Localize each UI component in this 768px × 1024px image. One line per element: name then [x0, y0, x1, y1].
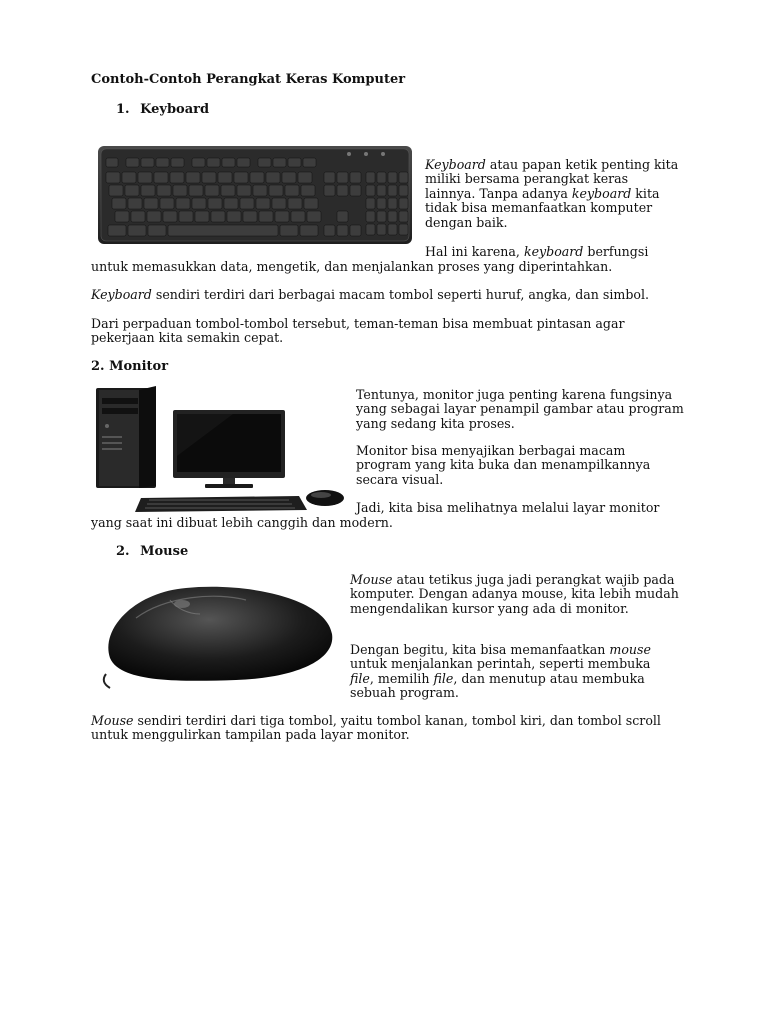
mouse-p2-file-2: file — [433, 670, 454, 686]
mouse-p3-text: sendiri terdiri dari tiga tombol, yaitu tombol kanan, tombol kiri, dan tombol scroll untuk menggulirkan tampilan pada layar monitor. — [91, 713, 661, 743]
mouse-p2-text-e: , memilih — [369, 670, 434, 686]
keyboard-paragraph-1 — [425, 158, 680, 230]
keyboard-key — [304, 198, 318, 209]
keyboard-key — [280, 225, 298, 236]
keyboard-key — [195, 211, 209, 222]
keyboard-key — [115, 211, 129, 222]
mouse-p3-term: Mouse — [91, 713, 134, 728]
keyboard-key — [399, 211, 408, 222]
monitor-paragraph-3-line-2: yang saat ini dibuat lebih canggih dan modern. — [91, 515, 393, 530]
keyboard-key — [399, 185, 408, 196]
mouse-p1-text: atau tetikus juga jadi perangkat wajib pada komputer. Dengan adanya mouse, kita lebih mudah mengendalikan kursor yang ada di monitor. — [350, 572, 679, 616]
keyboard-key — [128, 198, 142, 209]
keyboard-key — [377, 198, 386, 209]
keyboard-key — [170, 172, 184, 183]
keyboard-key — [205, 185, 219, 196]
keyboard-key — [388, 172, 397, 183]
keyboard-key — [106, 172, 120, 183]
keyboard-key — [154, 172, 168, 183]
keyboard-key — [282, 172, 296, 183]
keyboard-key — [128, 225, 146, 236]
keyboard-p2-text: Hal ini karena, — [425, 244, 524, 259]
keyboard-key — [148, 225, 166, 236]
keyboard-key — [324, 185, 335, 196]
keyboard-paragraph-2-line-2: untuk memasukkan data, mengetik, dan menjalankan proses yang diperintahkan. — [91, 259, 613, 274]
monitor-paragraph-1: Tentunya, monitor juga penting karena fungsinya yang sebagai layar penampil gambar atau program yang sedang kita proses. — [356, 387, 684, 431]
doc-title: Contoh-Contoh Perangkat Keras Komputer — [91, 72, 406, 87]
mouse-title: Mouse — [140, 544, 189, 559]
keyboard-key — [366, 211, 375, 222]
monitor-heading: 2. Monitor — [91, 359, 169, 374]
mouse-heading — [116, 544, 188, 559]
keyboard-key — [125, 185, 139, 196]
keyboard-key — [112, 198, 126, 209]
keyboard-key — [291, 211, 305, 222]
keyboard-key — [269, 185, 283, 196]
keyboard-key — [288, 158, 301, 167]
keyboard-key — [221, 185, 235, 196]
keyboard-key — [337, 225, 348, 236]
keyboard-key — [186, 172, 200, 183]
keyboard-key — [350, 225, 361, 236]
keyboard-key — [377, 224, 386, 235]
keyboard-p3-term: Keyboard — [91, 287, 152, 302]
keyboard-key — [250, 172, 264, 183]
keyboard-title: Keyboard — [140, 102, 210, 117]
keyboard-key — [138, 172, 152, 183]
keyboard-key — [366, 198, 375, 209]
keyboard-key — [337, 185, 348, 196]
mouse-p2-text-a: Dengan begitu, kita bisa memanfaatkan — [350, 642, 610, 657]
keyboard-key — [377, 172, 386, 183]
keyboard-key — [156, 158, 169, 167]
keyboard-key — [388, 185, 397, 196]
keyboard-key — [300, 225, 318, 236]
mouse-p2-text-g: , dan menutup atau membuka sebuah program. — [350, 670, 645, 701]
keyboard-key — [144, 198, 158, 209]
keyboard-p1-term-2: keyboard — [571, 185, 632, 201]
keyboard-key — [366, 224, 375, 235]
keyboard-key — [222, 158, 235, 167]
keyboard-key — [122, 172, 136, 183]
keyboard-key — [179, 211, 193, 222]
keyboard-key — [388, 198, 397, 209]
keyboard-key — [324, 172, 335, 183]
keyboard-key — [208, 198, 222, 209]
mouse-p2-file-1: file — [350, 670, 370, 686]
keyboard-key — [218, 172, 232, 183]
keyboard-key — [108, 225, 126, 236]
keyboard-key — [301, 185, 315, 196]
keyboard-key — [377, 211, 386, 222]
keyboard-key — [366, 185, 375, 196]
keyboard-key — [207, 158, 220, 167]
keyboard-key — [106, 158, 118, 167]
keyboard-key — [141, 158, 154, 167]
mouse-image — [96, 578, 336, 690]
keyboard-key — [307, 211, 321, 222]
keyboard-paragraph-2-line-1 — [425, 245, 648, 259]
keyboard-key — [192, 158, 205, 167]
mouse-paragraph-1 — [350, 573, 680, 616]
mouse-number: 2. — [116, 544, 130, 559]
keyboard-key — [253, 185, 267, 196]
keyboard-p3-text: sendiri terdiri dari berbagai macam tombol seperti huruf, angka, dan simbol. — [151, 287, 649, 302]
keyboard-key — [337, 172, 348, 183]
mouse-paragraph-2 — [350, 643, 670, 701]
keyboard-key — [288, 198, 302, 209]
mouse-paragraph-3 — [91, 714, 671, 743]
keyboard-key — [240, 198, 254, 209]
keyboard-key — [350, 185, 361, 196]
keyboard-key — [234, 172, 248, 183]
keyboard-key — [173, 185, 187, 196]
mouse-p1-term: Mouse — [350, 572, 393, 587]
keyboard-key — [227, 211, 241, 222]
keyboard-key — [259, 211, 273, 222]
keyboard-key — [388, 224, 397, 235]
keyboard-key — [157, 185, 171, 196]
keyboard-p2-text-2: berfungsi — [583, 244, 649, 259]
keyboard-key — [399, 198, 408, 209]
keyboard-key — [171, 158, 184, 167]
monitor-paragraph-2: Monitor bisa menyajikan berbagai macam program yang kita buka dan menampilkannya secara visual. — [356, 443, 651, 487]
keyboard-key — [224, 198, 238, 209]
keyboard-key — [168, 225, 278, 236]
keyboard-key — [388, 211, 397, 222]
keyboard-key — [298, 172, 312, 183]
keyboard-key — [237, 158, 250, 167]
computer-set-image — [93, 386, 349, 514]
keyboard-key — [160, 198, 174, 209]
keyboard-key — [109, 185, 123, 196]
keyboard-key — [273, 158, 286, 167]
keyboard-key — [202, 172, 216, 183]
keyboard-key — [275, 211, 289, 222]
keyboard-key — [350, 172, 361, 183]
keyboard-key — [272, 198, 286, 209]
keyboard-key — [366, 172, 375, 183]
keyboard-key — [266, 172, 280, 183]
keyboard-key — [399, 224, 408, 235]
keyboard-p1-text-2: kita tidak bisa memanfaatkan komputer dengan baik. — [425, 185, 660, 230]
keyboard-number: 1. — [116, 102, 130, 117]
keyboard-key — [256, 198, 270, 209]
keyboard-key — [147, 211, 161, 222]
mouse-p2-text-c: untuk menjalankan perintah, seperti membuka — [350, 656, 651, 672]
monitor-paragraph-3-line-1: Jadi, kita bisa melihatnya melalui layar monitor — [356, 500, 660, 515]
keyboard-key — [176, 198, 190, 209]
keyboard-key — [237, 185, 251, 196]
keyboard-p1-text: atau papan ketik penting kita miliki bersama perangkat keras lainnya. Tanpa adanya — [425, 157, 679, 201]
keyboard-key — [337, 211, 348, 222]
keyboard-key — [258, 158, 271, 167]
keyboard-key — [131, 211, 145, 222]
mouse-p2-term: mouse — [609, 642, 651, 657]
keyboard-heading — [116, 102, 209, 117]
keyboard-p1-term: Keyboard — [425, 157, 486, 172]
keyboard-key — [243, 211, 257, 222]
keyboard-key — [399, 172, 408, 183]
keyboard-key — [141, 185, 155, 196]
keyboard-key — [163, 211, 177, 222]
keyboard-key — [126, 158, 139, 167]
keyboard-key — [189, 185, 203, 196]
keyboard-image — [96, 142, 414, 246]
keyboard-p2-term: keyboard — [523, 244, 584, 259]
keyboard-key — [211, 211, 225, 222]
keyboard-paragraph-4: Dari perpaduan tombol-tombol tersebut, teman-teman bisa membuat pintasan agar pekerjaan kita semakin cepat. — [91, 316, 625, 346]
keyboard-key — [377, 185, 386, 196]
keyboard-key — [285, 185, 299, 196]
keyboard-key — [324, 225, 335, 236]
keyboard-key — [303, 158, 316, 167]
keyboard-key — [192, 198, 206, 209]
keyboard-paragraph-3 — [91, 288, 649, 302]
